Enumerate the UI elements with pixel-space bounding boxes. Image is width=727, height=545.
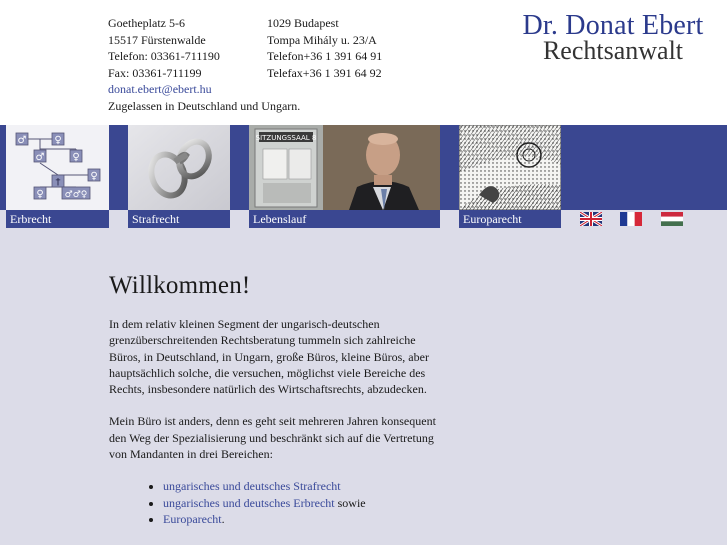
nav-strafrecht[interactable] xyxy=(128,125,230,228)
nav-label-europarecht[interactable]: Europarecht xyxy=(459,210,561,228)
fax-hu: Telefax+36 1 391 64 92 xyxy=(267,65,382,80)
city-hu: 1029 Budapest xyxy=(267,16,339,30)
family-tree-image xyxy=(6,125,109,210)
svg-text:♂♂♀: ♂♂♀ xyxy=(64,190,88,200)
street-de: Goetheplatz 5-6 xyxy=(108,16,185,30)
street-hu: Tompa Mihály u. 23/A xyxy=(267,32,377,47)
nav-label-lebenslauf[interactable]: Lebenslauf xyxy=(249,210,440,228)
flammarion-engraving-icon xyxy=(459,125,561,210)
brand-logo xyxy=(508,10,718,65)
family-tree-icon xyxy=(6,125,109,210)
svg-text:SITZUNGSSAAL 8: SITZUNGSSAAL 8 xyxy=(255,134,317,142)
email-link[interactable]: donat.ebert@ebert.hu xyxy=(108,82,212,96)
page-heading: Willkommen! xyxy=(109,272,251,299)
handcuffs-icon xyxy=(128,125,230,210)
nav-erbrecht[interactable] xyxy=(6,125,109,228)
svg-text:♀: ♀ xyxy=(72,152,80,163)
portrait-photo-icon xyxy=(249,125,440,210)
list-item xyxy=(163,511,439,528)
nav-lebenslauf[interactable] xyxy=(249,125,440,228)
french-flag-icon[interactable] xyxy=(620,212,642,226)
svg-text:♂: ♂ xyxy=(35,152,45,163)
uk-flag-icon[interactable] xyxy=(580,212,602,226)
svg-text:♀: ♀ xyxy=(54,135,62,146)
brand-name: Dr. Donat Ebert xyxy=(522,10,704,41)
erbrecht-link[interactable]: ungarisches und deutsches Erbrecht xyxy=(163,495,335,510)
nav-label-erbrecht[interactable]: Erbrecht xyxy=(6,210,109,228)
phone-de: Telefon: 03361-711190 xyxy=(108,49,220,63)
engraving-image xyxy=(459,125,561,210)
list-item xyxy=(163,478,439,495)
list-suffix: sowie xyxy=(334,495,366,510)
svg-text:†: † xyxy=(55,177,61,188)
svg-text:♀: ♀ xyxy=(36,189,44,200)
specialization-paragraph: Mein Büro ist anders, denn es geht seit mehreren Jahren konsequent den Weg der Spezialisierung und beschränkt sich auf die Vertretung von Mandanten in drei Bereichen: xyxy=(109,414,436,462)
brand-title: Rechtsanwalt xyxy=(542,36,684,65)
address-hungary xyxy=(267,15,382,81)
admission-note: Zugelassen in Deutschland und Ungarn. xyxy=(108,98,301,113)
fax-de: Fax: 03361-711199 xyxy=(108,65,202,80)
nav-label-strafrecht[interactable]: Strafrecht xyxy=(128,210,230,228)
strafrecht-link[interactable]: ungarisches und deutsches Strafrecht xyxy=(163,479,341,494)
hungarian-flag-icon[interactable] xyxy=(661,212,683,226)
main-content xyxy=(109,272,439,528)
nav-europarecht[interactable] xyxy=(459,125,561,228)
phone-hu: Telefon+36 1 391 64 91 xyxy=(267,49,383,63)
practice-areas-list xyxy=(109,478,439,528)
portrait-image xyxy=(249,125,440,210)
handcuffs-image xyxy=(128,125,230,210)
header xyxy=(0,0,727,125)
list-suffix: . xyxy=(221,512,225,527)
svg-text:♀: ♀ xyxy=(90,171,98,182)
europarecht-link[interactable]: Europarecht xyxy=(163,512,222,527)
svg-text:♂: ♂ xyxy=(17,135,27,146)
list-item xyxy=(163,495,439,512)
intro-paragraph: In dem relativ kleinen Segment der ungarisch-deutschen grenzüberschreitenden Rechtsberatung tummeln sich zahlreiche Büros, in Deutschland, in Ungarn, große Büros, kleine Büros, aber hauptsächlich solche, die versuchen, möglichst viele Bereiche des Rechts, insbesondere natürlich des Wirtschaftsrechts, abzudecken. xyxy=(109,317,429,397)
city-de: 15517 Fürstenwalde xyxy=(108,32,206,47)
